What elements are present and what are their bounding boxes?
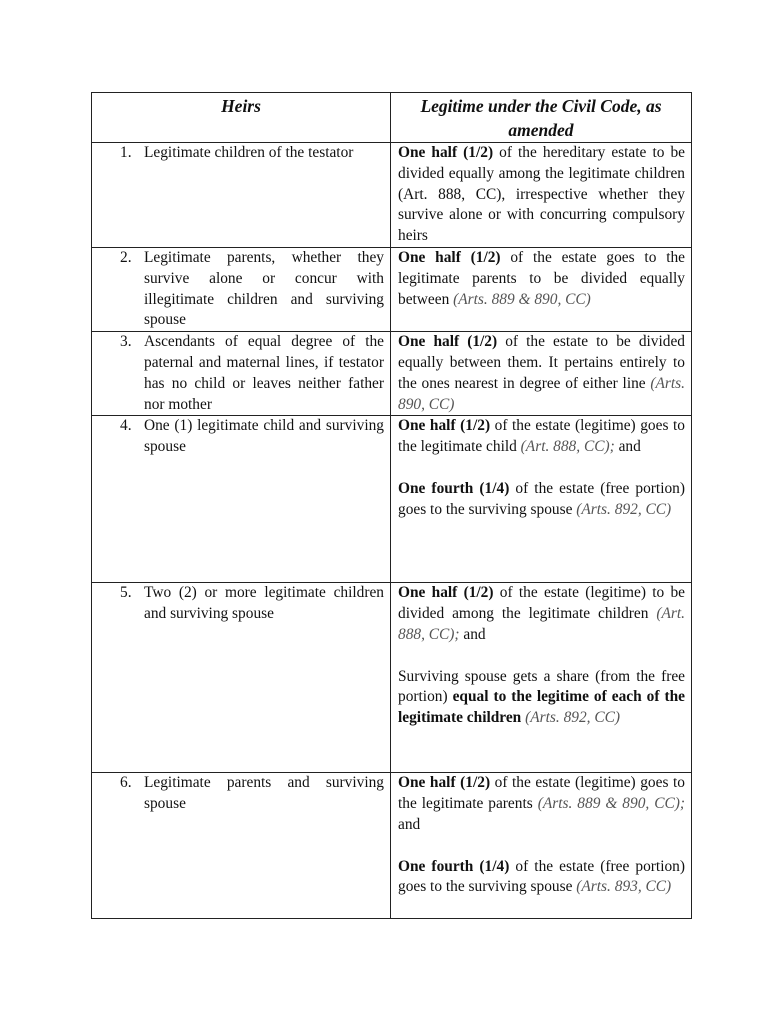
row-number: 4.	[120, 417, 132, 435]
bold-text: One fourth (1/4)	[398, 857, 510, 875]
legitime-cell	[391, 143, 692, 248]
bold-text: One half (1/2)	[398, 774, 491, 792]
heirs-cell	[92, 773, 391, 919]
bold-text: One fourth (1/4)	[398, 479, 510, 497]
row-number: 3.	[120, 333, 132, 351]
heirs-text: Legitimate children of the testator	[144, 144, 354, 161]
heirs-cell	[92, 143, 391, 248]
heirs-text: One (1) legitimate child and surviving spouse	[144, 417, 384, 456]
citation-text: (Arts. 892, CC)	[525, 709, 621, 727]
table-row	[92, 332, 692, 416]
body-text: of the estate goes to the legitimate parents to be divided equally between	[398, 248, 685, 308]
legitime-table	[91, 92, 692, 919]
citation-text: (Art. 888, CC);	[520, 438, 615, 456]
body-text: of the estate (legitime) goes to the legitimate child	[398, 417, 685, 456]
heirs-column-header: Heirs	[92, 93, 391, 143]
heirs-cell	[92, 247, 391, 331]
bold-text: One half (1/2)	[398, 584, 494, 602]
legitime-cell	[391, 583, 692, 773]
body-text: Surviving spouse gets a share (from the free portion)	[398, 667, 685, 706]
table-row	[92, 247, 692, 331]
heirs-text: Two (2) or more legitimate children and surviving spouse	[144, 584, 384, 623]
heirs-cell	[92, 332, 391, 416]
legitime-cell	[391, 247, 692, 331]
body-text: of the estate (free portion) goes to the surviving spouse	[398, 857, 685, 896]
row-number: 2.	[120, 248, 132, 266]
legitime-paragraph	[398, 479, 685, 521]
legitime-column-header: Legitime under the Civil Code, as amended	[391, 93, 692, 143]
legitime-paragraph	[398, 667, 685, 729]
table-header-row	[92, 93, 692, 143]
legitime-paragraph	[398, 143, 685, 247]
body-text: of the hereditary estate to be divided equally among the legitimate children (Art. 888, CC), irrespective whether they survive alone or with concurring compulsory heirs	[398, 144, 686, 245]
bold-text: One half (1/2)	[398, 333, 498, 351]
heirs-cell	[92, 583, 391, 773]
table-row	[92, 773, 692, 919]
row-number: 6.	[120, 774, 132, 792]
bold-text: equal to the legitime of each of the legitimate children	[398, 688, 685, 727]
body-text: and	[614, 438, 641, 456]
legitime-paragraph	[398, 583, 685, 645]
row-number: 5.	[120, 584, 132, 602]
body-text: and	[459, 625, 486, 643]
body-text: of the estate (legitime) goes to the legitimate parents	[398, 774, 685, 813]
table-row	[92, 583, 692, 773]
citation-text: (Art. 888, CC);	[398, 605, 685, 643]
bold-text: One half (1/2)	[398, 248, 501, 266]
citation-text: (Arts. 889 & 890, CC);	[537, 795, 685, 813]
legitime-cell	[391, 416, 692, 583]
legitime-cell	[391, 773, 692, 919]
heirs-cell	[92, 416, 391, 583]
heirs-text: Legitimate parents, whether they survive alone or concur with illegitimate children and surviving spouse	[144, 248, 384, 329]
body-text: of the estate (free portion) goes to the surviving spouse	[398, 479, 685, 518]
legitime-paragraph	[398, 773, 685, 835]
bold-text: One half (1/2)	[398, 144, 494, 161]
legitime-paragraph	[398, 248, 685, 310]
legitime-paragraph	[398, 416, 685, 458]
legitime-cell	[391, 332, 692, 416]
body-text: of the estate to be divided equally between them. It pertains entirely to the ones nearest in degree of either line	[398, 333, 685, 392]
table-body	[92, 143, 692, 919]
legitime-paragraph	[398, 332, 685, 415]
body-text: and	[398, 815, 421, 833]
heirs-text: Legitimate parents and surviving spouse	[144, 774, 384, 813]
citation-text: (Arts. 893, CC)	[576, 878, 672, 896]
bold-text: One half (1/2)	[398, 417, 491, 435]
table-row	[92, 143, 692, 248]
heirs-text: Ascendants of equal degree of the paternal and maternal lines, if testator has no child or leaves neither father nor mother	[144, 333, 384, 413]
table-row	[92, 416, 692, 583]
citation-text: (Arts. 892, CC)	[576, 500, 672, 518]
citation-text: (Arts. 889 & 890, CC)	[453, 290, 591, 308]
body-text: of the estate (legitime) to be divided among the legitimate children	[398, 584, 685, 623]
citation-text: (Arts. 890, CC)	[398, 374, 685, 413]
legitime-paragraph	[398, 857, 685, 899]
row-number: 1.	[120, 144, 132, 161]
